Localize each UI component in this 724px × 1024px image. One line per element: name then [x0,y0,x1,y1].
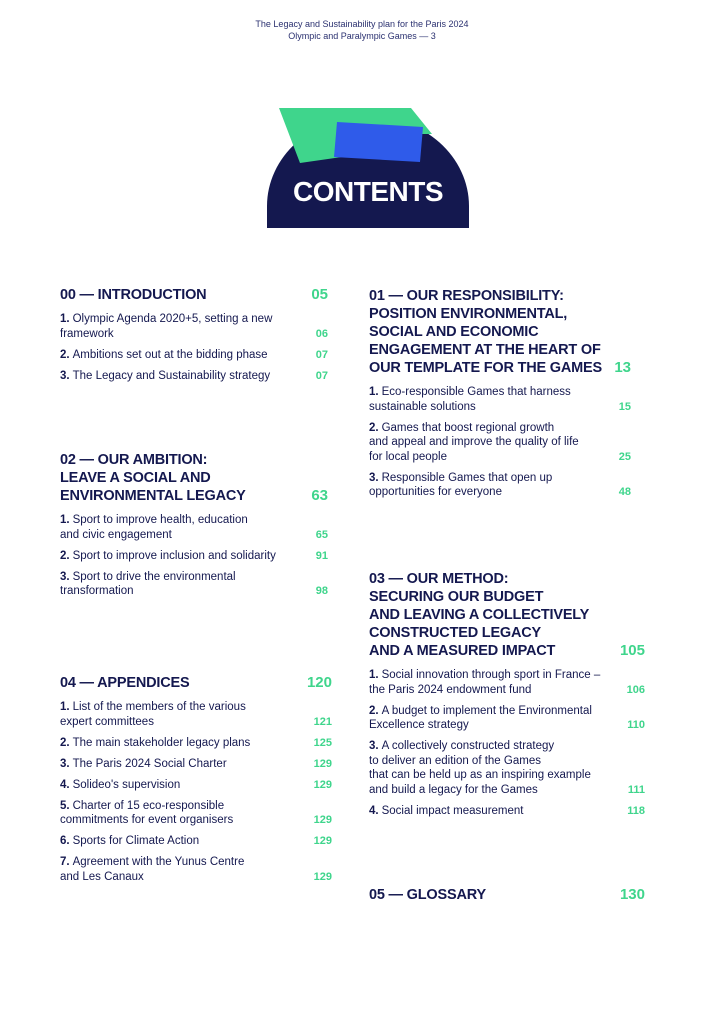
entry-page-number: 06 [315,327,328,340]
entry-number: 1. [369,669,379,681]
entry-text: Sport to improve inclusion and solidarity [72,549,276,562]
toc-entry[interactable] [60,855,332,884]
entry-number: 3. [369,740,379,752]
toc-entry[interactable] [60,570,328,599]
toc-entry[interactable] [369,668,645,697]
toc-entry[interactable] [60,834,332,849]
entry-page-number: 121 [313,715,332,728]
toc-entry[interactable] [369,704,645,733]
entry-text: List of the members of the various expert committees [60,701,246,728]
entry-page-number: 25 [618,450,631,463]
toc-entry[interactable] [60,778,332,793]
section-heading [369,287,631,377]
toc-entry[interactable] [60,348,328,363]
section-page-number[interactable]: 13 [614,359,631,376]
section-heading [60,674,332,692]
toc-entry[interactable] [369,739,645,797]
entry-number: 2. [369,704,379,717]
toc-section-glossary [369,886,645,904]
section-title[interactable]: 02 — OUR AMBITION: LEAVE A SOCIAL AND ENVIRONMENTAL LEGACY [60,452,246,504]
entry-number: 1. [369,386,379,398]
entry-page-number: 48 [618,486,631,498]
entry-page-number: 91 [315,549,328,562]
entry-text: Olympic Agenda 2020+5, setting a new framework [60,313,273,340]
entry-page-number: 129 [313,870,332,883]
toc-entry[interactable] [60,513,328,542]
entry-page-number: 106 [626,683,645,696]
section-title[interactable]: 00 — INTRODUCTION [60,287,207,303]
emblem-graphic [264,104,472,232]
entry-text: Ambitions set out at the bidding phase [72,348,268,361]
entry-number: 5. [60,799,70,812]
entry-number: 4. [369,804,379,817]
entry-text: Sport to improve health, education and civic engagement [60,514,248,541]
entry-number: 2. [369,421,379,434]
section-title[interactable]: 01 — OUR RESPONSIBILITY: POSITION ENVIRONMENTAL, SOCIAL AND ECONOMIC ENGAGEMENT AT THE HEART OF OUR TEMPLATE FOR THE GAMES [369,288,602,376]
contents-title: CONTENTS [293,176,443,207]
section-page-number[interactable]: 120 [306,674,332,691]
entry-text: Agreement with the Yunus Centre and Les Canaux [60,856,245,883]
entry-page-number: 125 [313,736,332,749]
toc-entry[interactable] [369,804,645,819]
entry-page-number: 98 [315,585,328,597]
toc-entry[interactable] [60,700,332,729]
entry-text: The main stakeholder legacy plans [72,736,251,749]
entry-text: Games that boost regional growth and appeal and improve the quality of life for local people [369,421,579,463]
toc-entry[interactable] [369,385,631,414]
entry-number: 3. [369,471,379,484]
entry-number: 3. [60,757,70,770]
toc-section-introduction [60,286,328,390]
toc-entry[interactable] [60,312,328,341]
toc-entry[interactable] [369,471,631,500]
toc-section-responsibility [369,287,631,506]
emblem-blue-shape [334,122,423,162]
entry-page-number: 118 [627,804,645,817]
entry-number: 3. [60,570,70,583]
entry-list [369,385,631,500]
entry-number: 2. [60,736,70,749]
entry-text: Eco-responsible Games that harness sustainable solutions [369,386,571,413]
section-page-number[interactable]: 05 [311,286,328,303]
section-heading [60,451,328,505]
entry-list [60,700,332,884]
entry-page-number: 129 [313,757,332,770]
toc-entry[interactable] [60,736,332,751]
header-line-2: Olympic and Paralympic Games — 3 [288,30,436,41]
entry-list [369,668,645,818]
section-heading [369,570,645,660]
entry-page-number: 129 [313,835,332,847]
entry-list [60,513,328,599]
section-page-number[interactable]: 105 [619,642,645,659]
entry-number: 1. [60,514,70,526]
entry-page-number: 07 [315,369,328,382]
toc-entry[interactable] [60,799,332,828]
entry-number: 3. [60,369,70,382]
entry-text: Social innovation through sport in France – the Paris 2024 endowment fund [369,669,601,696]
entry-page-number: 129 [313,778,332,791]
contents-emblem [264,104,472,232]
entry-page-number: 129 [313,814,332,826]
toc-entry[interactable] [369,421,631,465]
toc-entry[interactable] [60,549,328,564]
entry-number: 4. [60,778,70,791]
section-heading [369,886,645,904]
entry-text: The Legacy and Sustainability strategy [72,369,271,382]
entry-number: 6. [60,835,70,847]
entry-text: A budget to implement the Environmental Excellence strategy [369,704,592,731]
section-page-number[interactable]: 63 [311,487,328,504]
entry-number: 1. [60,313,70,325]
entry-number: 2. [60,348,70,361]
entry-page-number: 15 [618,400,631,413]
toc-entry[interactable] [60,757,332,772]
entry-page-number: 111 [627,783,645,796]
entry-text: Responsible Games that open up opportunities for everyone [369,471,553,498]
entry-text: Social impact measurement [381,804,524,817]
section-heading [60,286,328,304]
toc-section-ambition [60,451,328,605]
entry-list [60,312,328,383]
entry-page-number: 65 [315,528,328,541]
running-header [0,19,724,42]
entry-text: Sports for Climate Action [72,835,200,847]
entry-text: Solideo's supervision [72,778,181,791]
entry-text: Sport to drive the environmental transformation [60,570,236,597]
entry-page-number: 110 [627,719,645,731]
toc-section-method [369,570,645,825]
section-title[interactable]: 04 — APPENDICES [60,675,190,691]
header-line-1: The Legacy and Sustainability plan for the Paris 2024 [255,19,469,29]
section-page-number[interactable]: 130 [619,886,645,903]
entry-text: A collectively constructed strategy to deliver an edition of the Games that can be held up as an inspiring example and build a legacy for the Games [369,740,591,796]
entry-text: Charter of 15 eco-responsible commitments for event organisers [60,799,234,826]
section-title[interactable]: 05 — GLOSSARY [369,887,486,903]
entry-text: The Paris 2024 Social Charter [72,757,227,770]
entry-number: 7. [60,856,70,868]
toc-entry[interactable] [60,369,328,384]
section-title[interactable]: 03 — OUR METHOD: SECURING OUR BUDGET AND LEAVING A COLLECTIVELY CONSTRUCTED LEGACY AND A MEASURED IMPACT [369,571,590,659]
entry-number: 1. [60,701,70,713]
toc-section-appendices [60,674,332,891]
entry-page-number: 07 [315,348,328,361]
entry-number: 2. [60,549,70,562]
